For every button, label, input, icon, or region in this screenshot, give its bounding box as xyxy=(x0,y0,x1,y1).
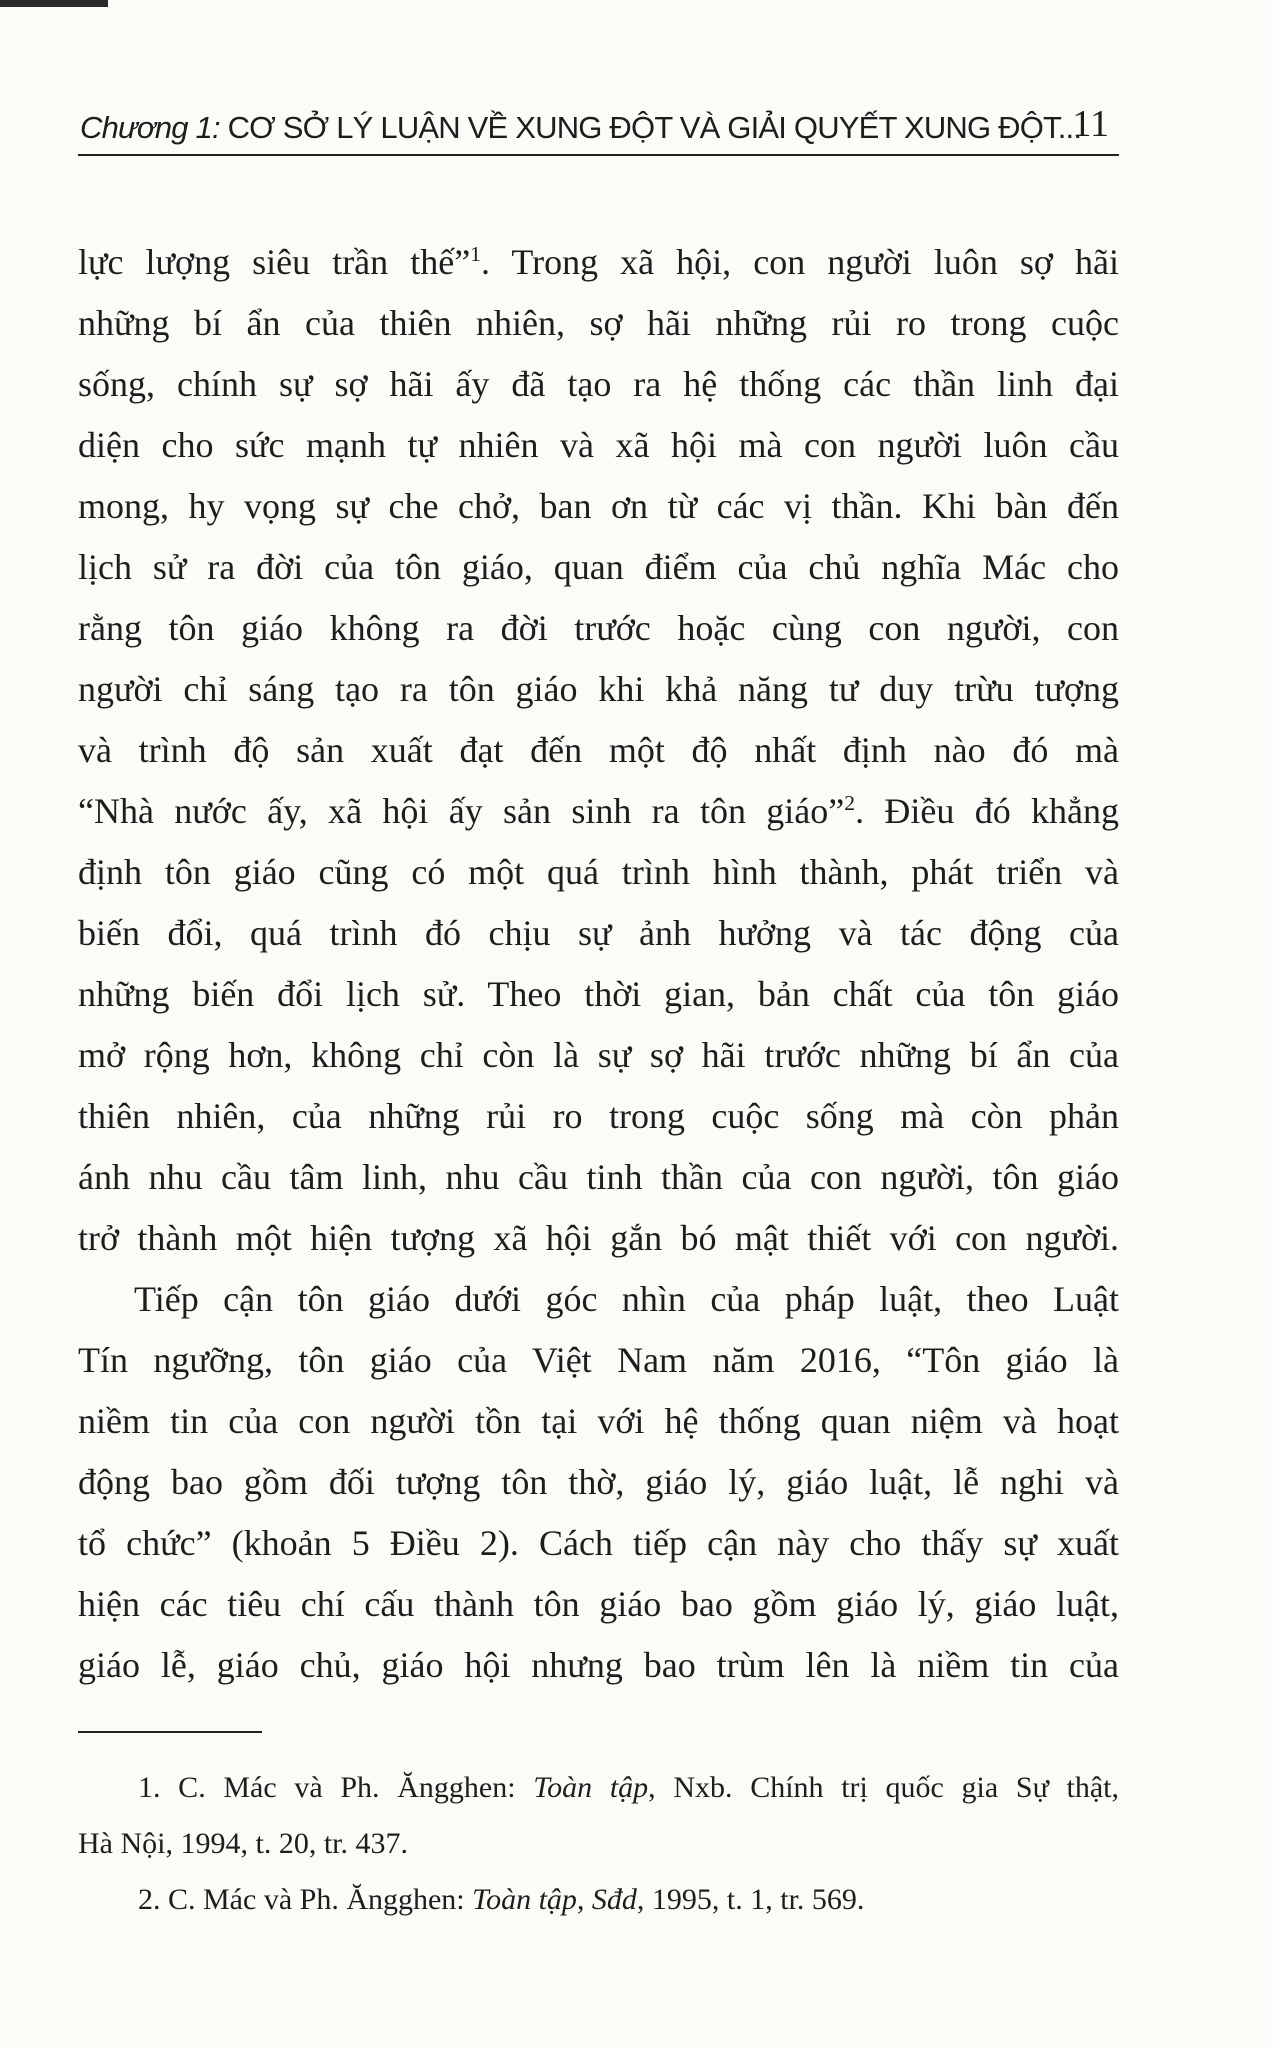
body-line: động bao gồm đối tượng tôn thờ, giáo lý, giáo luật, lễ nghi và xyxy=(78,1462,1119,1502)
body-line: mở rộng hơn, không chỉ còn là sự sợ hãi trước những bí ẩn của xyxy=(78,1035,1119,1075)
body-line: và trình độ sản xuất đạt đến một độ nhất định nào đó mà xyxy=(78,730,1119,770)
page-number: 11 xyxy=(1072,103,1109,145)
footnote-1: 1. C. Mác và Ph. Ăngghen: Toàn tập, Nxb. Chính trị quốc gia Sự thật, xyxy=(138,1771,1119,1804)
body-line: rằng tôn giáo không ra đời trước hoặc cùng con người, con xyxy=(78,608,1119,648)
chapter-label: Chương 1: xyxy=(80,110,220,145)
body-line: lực lượng siêu trần thế”$^1$. Trong xã hội, con người luôn sợ hãi xyxy=(78,242,1119,282)
footnote-1-continued: Hà Nội, 1994, t. 20, tr. 437. xyxy=(78,1827,408,1860)
body-line: diện cho sức mạnh tự nhiên và xã hội mà con người luôn cầu xyxy=(78,425,1119,465)
body-line: sống, chính sự sợ hãi ấy đã tạo ra hệ thống các thần linh đại xyxy=(78,364,1119,404)
running-header xyxy=(78,100,1119,156)
body-line: định tôn giáo cũng có một quá trình hình thành, phát triển và xyxy=(78,852,1119,892)
running-header-title xyxy=(80,110,1081,146)
body-line: “Nhà nước ấy, xã hội ấy sản sinh ra tôn giáo”$^2$. Điều đó khẳng xyxy=(78,791,1119,831)
scan-corner-mark xyxy=(0,0,108,7)
body-line: Tiếp cận tôn giáo dưới góc nhìn của pháp luật, theo Luật xyxy=(134,1279,1119,1319)
footnote-ref-2: 2 xyxy=(844,791,856,815)
body-text xyxy=(78,232,1119,1696)
body-line: những bí ẩn của thiên nhiên, sợ hãi những rủi ro trong cuộc xyxy=(78,303,1119,343)
body-line: lịch sử ra đời của tôn giáo, quan điểm của chủ nghĩa Mác cho xyxy=(78,547,1119,587)
body-line: mong, hy vọng sự che chở, ban ơn từ các vị thần. Khi bàn đến xyxy=(78,486,1119,526)
body-line: những biến đổi lịch sử. Theo thời gian, bản chất của tôn giáo xyxy=(78,974,1119,1014)
body-line: tổ chức” (khoản 5 Điều 2). Cách tiếp cận này cho thấy sự xuất xyxy=(78,1523,1119,1563)
footnote-separator xyxy=(78,1731,262,1733)
body-line: niềm tin của con người tồn tại với hệ thống quan niệm và hoạt xyxy=(78,1401,1119,1441)
body-line: biến đổi, quá trình đó chịu sự ảnh hưởng và tác động của xyxy=(78,913,1119,953)
body-line: trở thành một hiện tượng xã hội gắn bó mật thiết với con người. xyxy=(78,1218,1119,1258)
body-line: Tín ngưỡng, tôn giáo của Việt Nam năm 2016, “Tôn giáo là xyxy=(78,1340,1119,1380)
body-line: hiện các tiêu chí cấu thành tôn giáo bao gồm giáo lý, giáo luật, xyxy=(78,1584,1119,1624)
footnotes xyxy=(78,1760,1119,1928)
footnote-ref-1: 1 xyxy=(470,242,481,266)
body-line: giáo lễ, giáo chủ, giáo hội nhưng bao trùm lên là niềm tin của xyxy=(78,1645,1119,1685)
footnote-2: 2. C. Mác và Ph. Ăngghen: Toàn tập, Sđd, 1995, t. 1, tr. 569. xyxy=(138,1883,865,1916)
body-line: người chỉ sáng tạo ra tôn giáo khi khả năng tư duy trừu tượng xyxy=(78,669,1119,709)
body-line: ánh nhu cầu tâm linh, nhu cầu tinh thần của con người, tôn giáo xyxy=(78,1157,1119,1197)
chapter-title: CƠ SỞ LÝ LUẬN VỀ XUNG ĐỘT VÀ GIẢI QUYẾT XUNG ĐỘT... xyxy=(227,110,1082,145)
body-line: thiên nhiên, của những rủi ro trong cuộc sống mà còn phản xyxy=(78,1096,1119,1136)
